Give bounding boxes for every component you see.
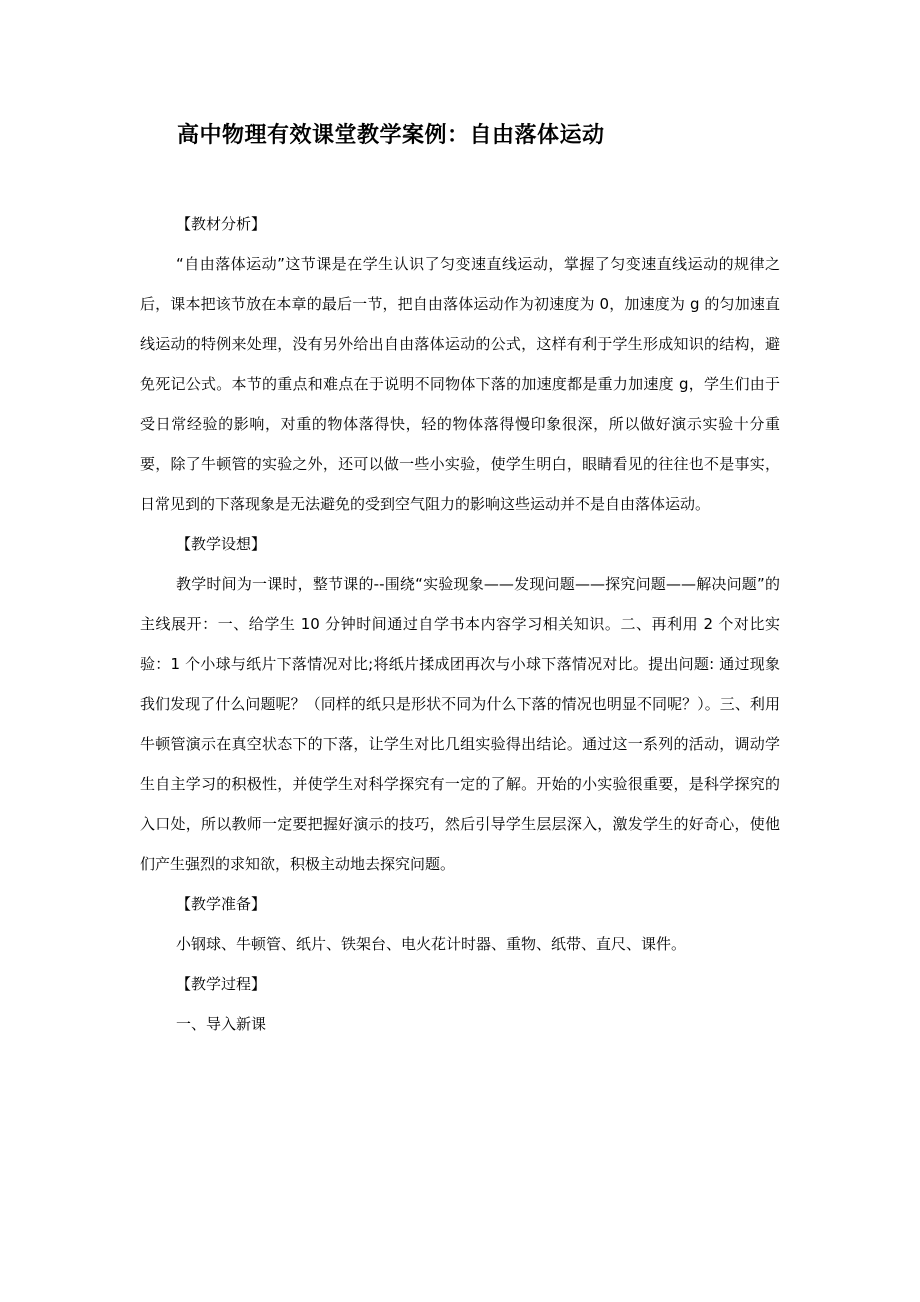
section-paragraph: 小钢球、牛顿管、纸片、铁架台、电火花计时器、重物、纸带、直尺、课件。 (176, 935, 687, 953)
section-heading: 【教学设想】 (176, 535, 267, 553)
document-title: 高中物理有效课堂教学案例：自由落体运动 (177, 123, 605, 148)
document-body (140, 204, 780, 1044)
section-teaching-process (140, 964, 780, 1044)
section-heading: 【教学准备】 (176, 895, 267, 913)
section-teaching-design (140, 524, 780, 884)
section-heading: 【教材分析】 (176, 215, 267, 233)
section-heading: 【教学过程】 (176, 975, 267, 993)
section-teaching-preparation (140, 884, 780, 964)
section-paragraph: 教学时间为一课时，整节课的--围绕“实验现象——发现问题——探究问题——解决问题”的主线展开：一、给学生 10 分钟时间通过自学书本内容学习相关知识。二、再利用 2 个对比实验：1 个小球与纸片下落情况对比;将纸片揉成团再次与小球下落情况对比。提出问题: 通过现象我们发现了什么问题呢？（同样的纸只是形状不同为什么下落的情况也明显不同呢？）。三、利用牛顿管演示在真空状态下的下落，让学生对比几组实验得出结论。通过这一系列的活动，调动学生自主学习的积极性，并使学生对科学探究有一定的了解。开始的小实验很重要，是科学探究的入口处，所以教师一定要把握好演示的技巧，然后引导学生层层深入，激发学生的好奇心，使他们产生强烈的求知欲，积极主动地去探究问题。 (140, 575, 780, 873)
section-textbook-analysis (140, 204, 780, 524)
section-paragraph: 一、导入新课 (176, 1015, 267, 1033)
section-paragraph: “自由落体运动”这节课是在学生认识了匀变速直线运动，掌握了匀变速直线运动的规律之后，课本把该节放在本章的最后一节，把自由落体运动作为初速度为 0，加速度为 g 的匀加速直线运动的特例来处理，没有另外给出自由落体运动的公式，这样有利于学生形成知识的结构，避免死记公式。本节的重点和难点在于说明不同物体下落的加速度都是重力加速度 g，学生们由于受日常经验的影响，对重的物体落得快，轻的物体落得慢印象很深，所以做好演示实验十分重要，除了牛顿管的实验之外，还可以做一些小实验，使学生明白，眼睛看见的往往也不是事实，日常见到的下落现象是无法避免的受到空气阻力的影响这些运动并不是自由落体运动。 (140, 255, 780, 513)
